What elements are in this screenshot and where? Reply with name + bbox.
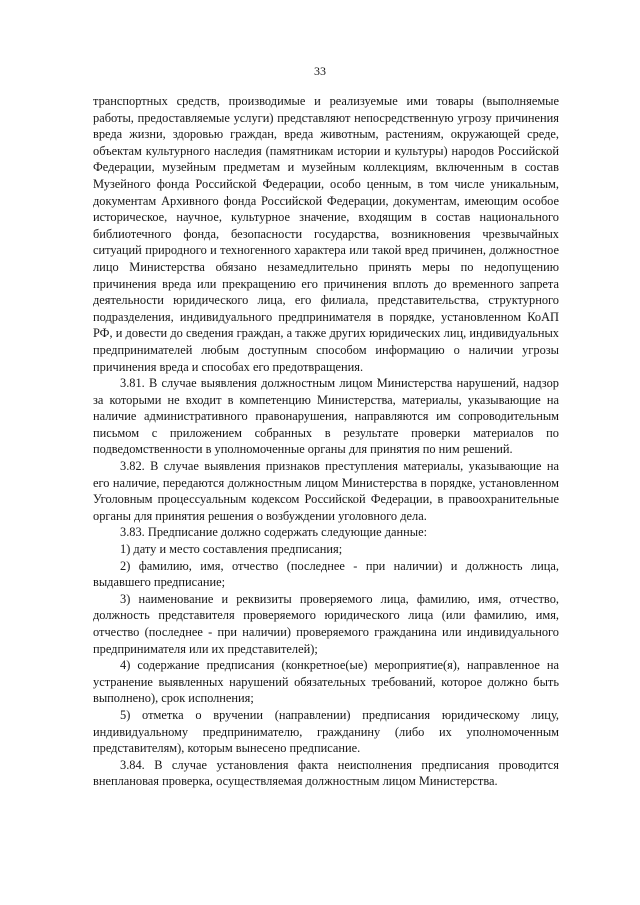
- list-item-5: 5) отметка о вручении (направлении) предписания юридическому лицу, индивидуальному предпринимателю, гражданину (либо их уполномоченным представителям), которым вынесено предписание.: [93, 707, 559, 756]
- paragraph-3-81: 3.81. В случае выявления должностным лицом Министерства нарушений, надзор за которыми не входит в компетенцию Министерства, материалы, указывающие на наличие административного правонарушения, направляются им сопроводительным письмом с приложением собранных в результате проверки материалов по подведомственности в уполномоченные органы для принятия по ним решений.: [93, 376, 559, 457]
- paragraph-3-82: 3.82. В случае выявления признаков преступления материалы, указывающие на его наличие, передаются должностным лицом Министерства в порядке, установленном Уголовным процессуальным кодексом Российской Федерации, в правоохранительные органы для принятия решения о возбуждении уголовного дела.: [93, 459, 559, 523]
- paragraph-continuation: транспортных средств, производимые и реализуемые ими товары (выполняемые работы, предоставляемые услуги) представляют непосредственную угрозу причинения вреда жизни, здоровью граждан, вреда животным, растениям, окружающей среде, объектам культурного наследия (памятникам истории и культуры) народов Российской Федерации, музейным предметам и музейным коллекциям, включенным в состав Музейного фонда Российской Федерации, особо ценным, в том числе уникальным, документам Архивного фонда Российской Федерации, документам, имеющим особое историческое, научное, культурное значение, входящим в состав национального библиотечного фонда, безопасности государства, возникновения чрезвычайных ситуаций природного и техногенного характера или такой вред причинен, должностное лицо Министерства обязано незамедлительно принять меры по недопущению причинения вреда или прекращению его причинения вплоть до временного запрета деятельности юридического лица, его филиала, представительства, структурного подразделения, индивидуального предпринимателя в порядке, установленном КоАП РФ, и довести до сведения граждан, а также других юридических лиц, индивидуальных предпринимателей любым доступным способом информацию о наличии угрозы причинения вреда и способах его предотвращения.: [93, 94, 559, 374]
- page-number: 33: [314, 64, 326, 78]
- list-item-1: 1) дату и место составления предписания;: [120, 542, 343, 557]
- list-item-2: 2) фамилию, имя, отчество (последнее - при наличии) и должность лица, выдавшего предписание;: [93, 558, 559, 590]
- list-item-3: 3) наименование и реквизиты проверяемого лица, фамилию, имя, отчество, должность представителя проверяемого юридического лица (или фамилию, имя, отчество (последнее - при наличии) проверяемого гражданина или индивидуального предпринимателя или их представителей);: [93, 591, 559, 656]
- paragraph-3-84: 3.84. В случае установления факта неисполнения предписания проводится внеплановая проверка, осуществляемая должностным лицом Министерства.: [93, 757, 559, 789]
- paragraph-3-83: 3.83. Предписание должно содержать следующие данные:: [120, 525, 428, 540]
- list-item-4: 4) содержание предписания (конкретное(ые) мероприятие(я), направленное на устранение выявленных нарушений обязательных требований, которое должно быть выполнено), срок исполнения;: [93, 658, 559, 706]
- document-body: [93, 93, 559, 790]
